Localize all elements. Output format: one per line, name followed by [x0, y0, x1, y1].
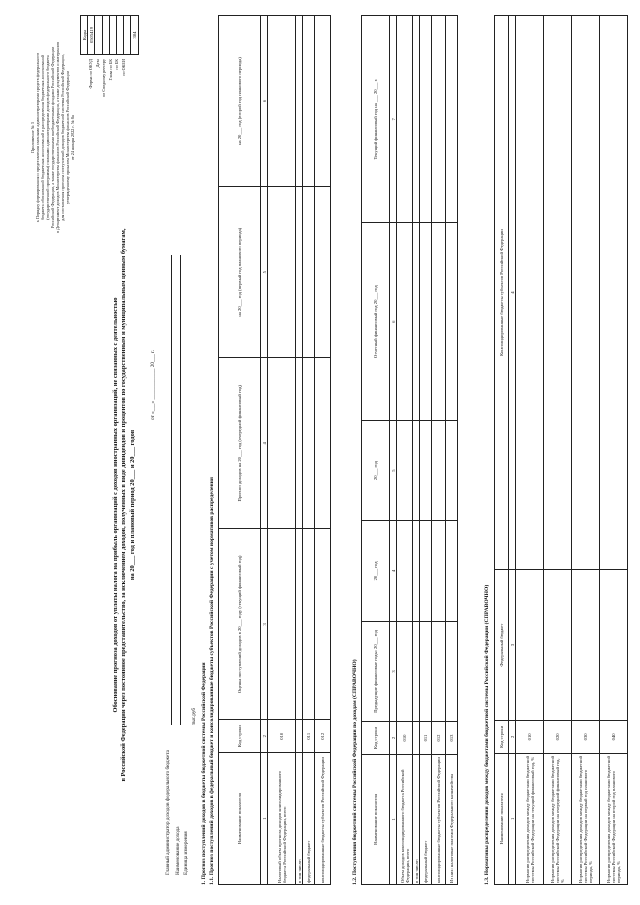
title-line: Обоснование прогноза доходов от уплаты налога на прибыль организаций с доходов иностранных организаций, не связанных с деятельностью — [112, 297, 119, 713]
value-cell — [432, 521, 446, 621]
label-registry: по Сводному реестру — [101, 59, 106, 98]
value-cell — [296, 529, 303, 720]
value-cell — [446, 223, 458, 421]
num-cell: 3 — [509, 570, 516, 721]
value-cell — [268, 187, 296, 358]
code-registry — [102, 16, 109, 55]
num-cell: 1 — [509, 753, 516, 884]
row-code: 010 — [397, 722, 413, 754]
value-cell — [420, 16, 432, 223]
num-cell: 4 — [509, 16, 516, 570]
value-cell — [516, 16, 544, 570]
row-name: консолидированные бюджеты субъектов Российской Федерации — [315, 753, 331, 885]
value-cell — [315, 187, 331, 358]
table-row — [600, 16, 628, 885]
row-code: 011 — [420, 722, 432, 754]
row-name: Норматив распределения доходов между бюджетами бюджетной системы Российской Федерации на очередной финансовый год, % — [544, 753, 572, 884]
col-code: Код строки — [219, 720, 261, 753]
label-okud: Форма по ОКУД — [88, 59, 93, 89]
value-cell — [544, 570, 572, 721]
value-cell — [544, 16, 572, 570]
table-section13 — [494, 15, 628, 885]
value-cell — [572, 16, 600, 570]
value-cell — [420, 521, 432, 621]
value-cell — [446, 420, 458, 520]
num-cell: 7 — [390, 16, 397, 223]
row-code: 011 — [303, 720, 315, 753]
num-cell: 6 — [261, 16, 268, 187]
form-date: от «___» ____________ 20___ г. — [150, 350, 156, 420]
value-cell — [268, 358, 296, 529]
section11-heading: 1.1. Прогноз поступлений доходов в федеральный бюджет и консолидированные бюджеты субъектов Российской Федерации с учетом нормативов распределения — [209, 477, 215, 885]
col-report-year: Отчетный финансовый год 20___ год — [362, 223, 390, 421]
appendix-line: для составления прогноза поступлений доходов бюджетной системы Российской Федерации, — [60, 54, 65, 221]
value-cell — [600, 570, 628, 721]
value-cell — [432, 16, 446, 223]
table-row — [544, 16, 572, 885]
num-cell: 4 — [390, 521, 397, 621]
value-cell — [303, 187, 315, 358]
row-code — [296, 720, 303, 753]
label-date: Дата — [94, 59, 100, 68]
row-name: консолидированные бюджеты субъектов Российской Федерации — [432, 754, 446, 884]
value-cell — [268, 529, 296, 720]
num-cell: 2 — [261, 720, 268, 753]
row-code: 012 — [315, 720, 331, 753]
code-glava — [116, 16, 123, 55]
meta-block — [165, 175, 198, 875]
num-cell: 5 — [261, 187, 268, 358]
row-code: 020 — [544, 721, 572, 754]
num-cell: 3 — [390, 621, 397, 722]
num-cell: 4 — [261, 358, 268, 529]
label-okei: по ОКЕИ — [120, 59, 126, 76]
section1-heading: 1. Прогноз поступлений доходов в бюджеты бюджетной системы Российской Федерации — [201, 662, 207, 885]
value-cell — [413, 621, 420, 722]
table-section12 — [361, 15, 458, 885]
num-cell: 5 — [390, 420, 397, 520]
table-row — [432, 16, 446, 885]
row-code: 040 — [600, 721, 628, 754]
appendix-line: от 24 января 2022 г. № 8н — [70, 114, 75, 161]
col-code: Код строки — [362, 722, 390, 754]
num-cell: 1 — [261, 753, 268, 885]
row-code: 013 — [446, 722, 458, 754]
section12-heading: 1.2. Поступления бюджетной системы Российской Федерации по доходам (СПРАВОЧНО) — [352, 659, 358, 885]
table-section11 — [218, 15, 331, 885]
num-cell: 1 — [390, 754, 397, 884]
code-okud: 0505419 — [88, 16, 95, 55]
num-cell: 2 — [509, 721, 516, 754]
col-prev-2: 20___ год — [362, 521, 390, 621]
value-cell — [303, 529, 315, 720]
value-cell — [315, 358, 331, 529]
col-federal: Федеральный бюджет — [495, 570, 509, 721]
row-code: 010 — [516, 721, 544, 754]
col-prev-1: Предыдущие финансовые годы: 20___ год — [362, 621, 390, 722]
value-cell — [413, 521, 420, 621]
value-cell — [397, 621, 413, 722]
code-bk — [124, 16, 131, 55]
col-plan-2: на 20___ год (второй год планового периода) — [219, 16, 261, 187]
table-row — [572, 16, 600, 885]
num-cell: 6 — [390, 223, 397, 421]
value-cell — [296, 358, 303, 529]
col-regional: Консолидированные бюджеты субъектов Российской Федерации — [495, 16, 509, 570]
value-cell — [397, 420, 413, 520]
value-cell — [413, 420, 420, 520]
table-row — [268, 16, 296, 885]
table-row — [303, 16, 315, 885]
appendix-line: в Департамент доходов Министерства финансов Российской Федерации, а также документов и материалов — [55, 41, 60, 234]
col-name: Наименование показателя — [362, 754, 390, 884]
value-cell — [432, 420, 446, 520]
value-cell — [446, 16, 458, 223]
table-row — [446, 16, 458, 885]
col-name: Наименование показателя — [495, 753, 509, 884]
meta-admin-label: Главный администратор доходов федерального бюджета — [165, 750, 171, 875]
appendix-line: утвержденному приказом Министерства финансов Российской Федерации — [65, 70, 70, 205]
row-code: 012 — [432, 722, 446, 754]
meta-unit-value: тыс.руб — [191, 707, 197, 725]
value-cell — [315, 529, 331, 720]
table-row — [420, 16, 432, 885]
appendix-line: к Порядку формирования и представления главными администраторами средств федерального — [35, 52, 40, 223]
col-prev-3: 20___ год — [362, 420, 390, 520]
table-row — [516, 16, 544, 885]
value-cell — [432, 621, 446, 722]
value-cell — [397, 16, 413, 223]
codes-header: Коды — [81, 16, 88, 55]
col-code: Код строки — [495, 721, 509, 754]
value-cell — [600, 16, 628, 570]
row-name: в том числе: — [413, 754, 420, 884]
label-glava: Глава по БК — [107, 59, 113, 81]
value-cell — [420, 420, 432, 520]
codes-table — [80, 15, 139, 55]
table-row — [397, 16, 413, 885]
label-bk: по БК — [114, 59, 119, 70]
col-estimate: Оценка поступлений доходов в 20___ году (текущий финансовый год) — [219, 529, 261, 720]
row-name: Налоговый объем прогноза доходов консолидированного бюджета Российской Федерации, всего — [268, 753, 296, 885]
code-date — [95, 16, 102, 55]
row-name: в том числе: — [296, 753, 303, 885]
value-cell — [397, 521, 413, 621]
row-name: Из них: налоговые платежи Федерального казначейства — [446, 754, 458, 884]
col-current-year: Текущий финансовый год на ___ 20___ г. — [362, 16, 390, 223]
table-row — [296, 16, 303, 885]
row-name: федеральный бюджет — [420, 754, 432, 884]
form-title — [112, 145, 137, 865]
value-cell — [296, 16, 303, 187]
row-name: федеральный бюджет — [303, 753, 315, 885]
meta-unit-label: Единица измерения — [183, 831, 189, 875]
num-cell: 2 — [390, 722, 397, 754]
title-line: на 20___ год и плановый период 20___ и 20___ годов — [128, 429, 136, 581]
value-cell — [446, 621, 458, 722]
value-cell — [315, 16, 331, 187]
title-line: в Российской Федерации через постоянное представительство, за исключением доходов, полученных в виде дивидендов и процентов по государственным и муниципальным ценным бумагам, — [120, 228, 128, 782]
row-code: 030 — [572, 721, 600, 754]
value-cell — [516, 570, 544, 721]
value-cell — [413, 16, 420, 223]
value-cell — [268, 16, 296, 187]
row-code — [413, 722, 420, 754]
appendix-line: бюджета обоснований бюджетных ассигнований и распределения бюджетных ассигнований — [40, 54, 45, 221]
col-plan-1: на 20___ год (первый год планового периода) — [219, 187, 261, 358]
col-name: Наименование показателя — [219, 753, 261, 885]
value-cell — [446, 521, 458, 621]
value-cell — [303, 358, 315, 529]
value-cell — [397, 223, 413, 421]
appendix-note — [30, 10, 75, 265]
section13-heading: 1.3. Нормативы распределения доходов между бюджетами бюджетной системы Российской Федерации (СПРАВОЧНО) — [484, 584, 490, 885]
appendix-line: Приложение № 3 — [30, 122, 35, 153]
codes-labels — [88, 59, 127, 135]
row-name: Норматив распределения доходов между бюджетами бюджетной системы Российской Федерации на второй год планового периода, % — [600, 753, 628, 884]
value-cell — [420, 621, 432, 722]
value-cell — [420, 223, 432, 421]
row-name: Объем доходов консолидированного бюджета Российской Федерации, всего — [397, 754, 413, 884]
code-okei: 384 — [131, 16, 138, 55]
value-cell — [432, 223, 446, 421]
row-code: 010 — [268, 720, 296, 753]
code-blank — [109, 16, 116, 55]
table-row — [315, 16, 331, 885]
col-next-year: Прогноз доходов на 20___ год (очередной финансовый год) — [219, 358, 261, 529]
appendix-line: (государственной программы) главными администраторами доходов федерального бюджета — [45, 55, 50, 220]
value-cell — [413, 223, 420, 421]
table-row — [413, 16, 420, 885]
appendix-line: Российской Федерации, а также государственными внебюджетными фондами Российской Федерации — [50, 46, 55, 229]
meta-income-label: Наименование дохода — [175, 826, 181, 875]
value-cell — [572, 570, 600, 721]
value-cell — [296, 187, 303, 358]
row-name: Норматив распределения доходов между бюджетами бюджетной системы Российской Федерации на текущий финансовый год, % — [516, 753, 544, 884]
row-name: Норматив распределения доходов между бюджетами бюджетной системы Российской Федерации на первый год планового периода, % — [572, 753, 600, 884]
value-cell — [303, 16, 315, 187]
num-cell: 3 — [261, 529, 268, 720]
